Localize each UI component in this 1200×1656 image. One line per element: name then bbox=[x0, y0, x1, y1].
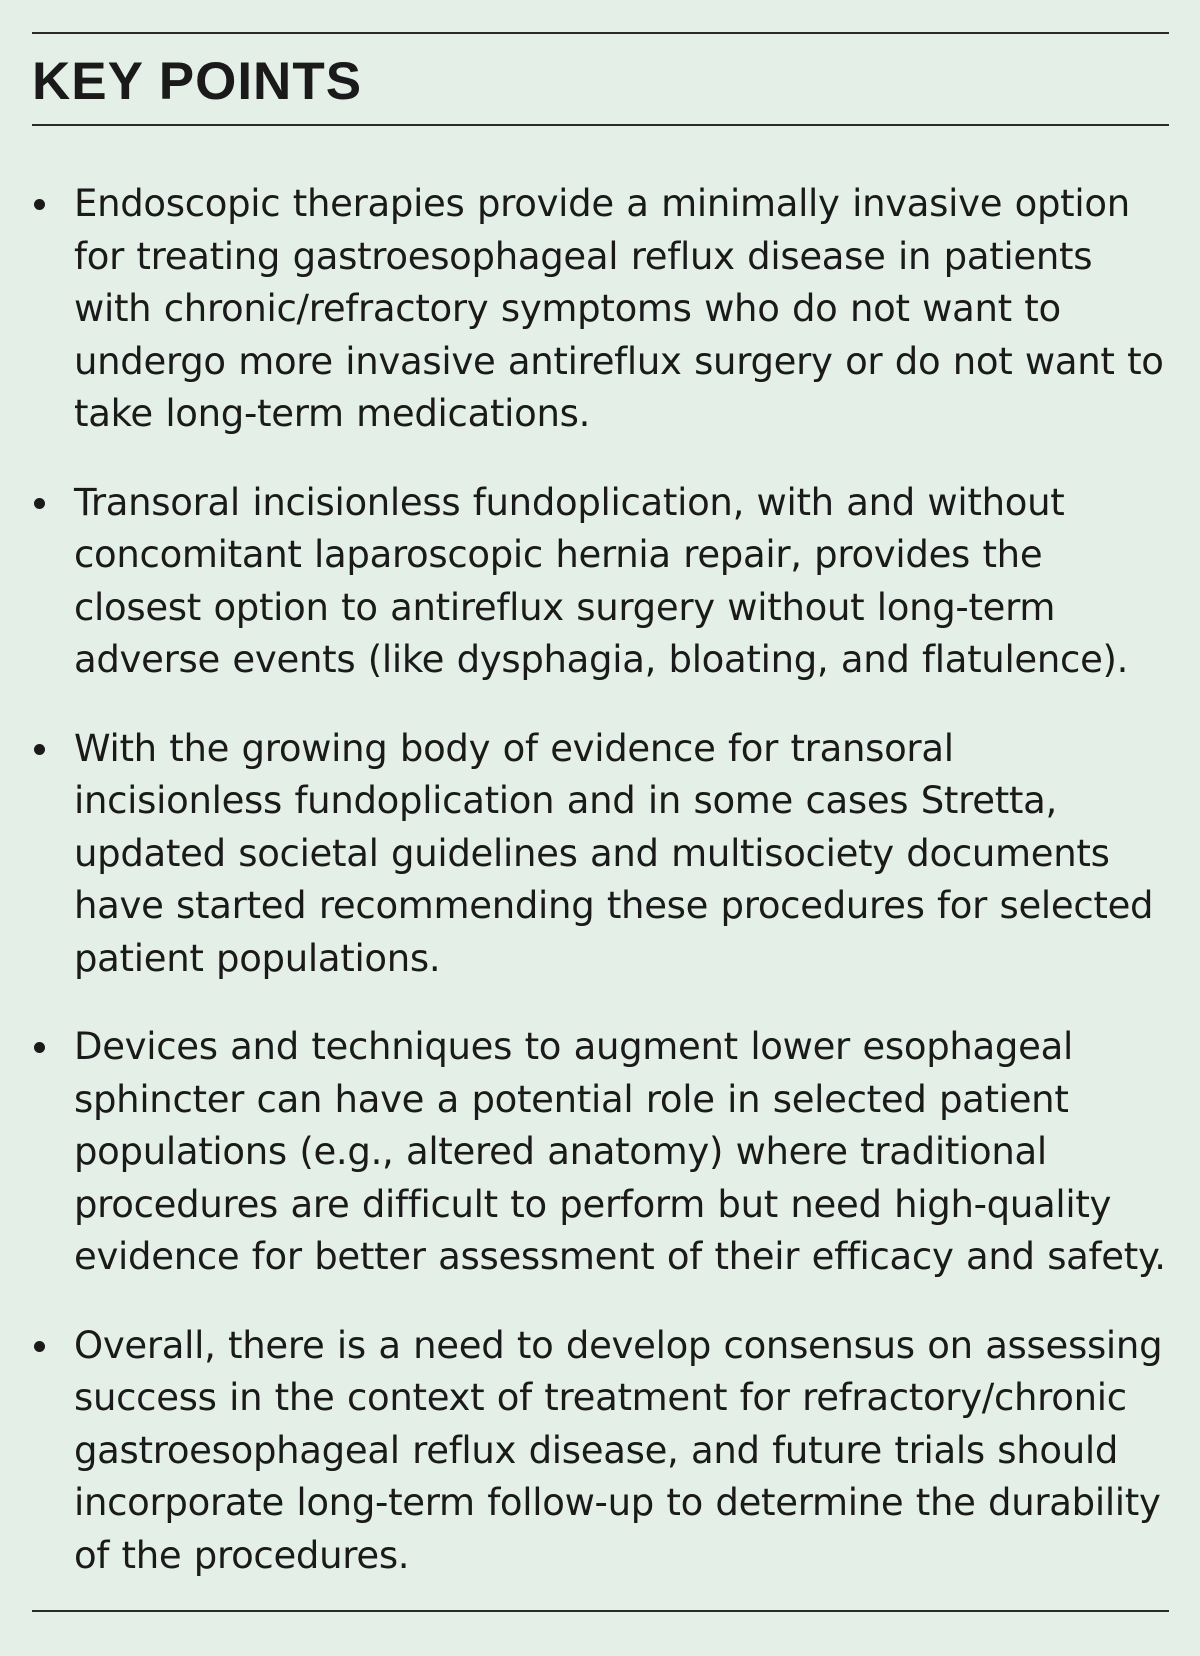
key-point-text: Devices and techniques to augment lower esophageal sphincter can have a potential role in selected patient populations (e.g., altered anatomy) where traditional procedures are difficult to perform but need high-quality evidence for better assessment of their efficacy and safety. bbox=[74, 1025, 1166, 1278]
key-points-list bbox=[32, 178, 1169, 1618]
key-point-text: With the growing body of evidence for transoral incisionless fundoplication and in some cases Stretta, updated societal guidelines and multisociety documents have started recommending these procedures for selected patient populations. bbox=[74, 726, 1154, 980]
key-point-item bbox=[32, 178, 1169, 441]
key-points-heading: KEY POINTS bbox=[32, 52, 363, 111]
key-point-item bbox=[32, 723, 1169, 986]
top-rule bbox=[32, 32, 1169, 34]
key-point-item bbox=[32, 1021, 1169, 1284]
key-point-text: Transoral incisionless fundoplication, with and without concomitant laparoscopic hernia repair, provides the closest option to antireflux surgery without long-term adverse events (like dysphagia, bloating, and flatulence). bbox=[74, 480, 1129, 681]
bullet-icon bbox=[34, 498, 45, 509]
key-point-item bbox=[32, 477, 1169, 687]
bottom-rule bbox=[32, 1610, 1169, 1612]
bullet-icon bbox=[34, 1042, 45, 1053]
key-point-text: Overall, there is a need to develop consensus on assessing success in the context of treatment for refractory/chronic gastroesophageal reflux disease, and future trials should incorporate long-term follow-up to determine the durability of the procedures. bbox=[74, 1323, 1163, 1577]
key-point-text: Endoscopic therapies provide a minimally invasive option for treating gastroesophageal reflux disease in patients with chronic/refractory symptoms who do not want to undergo more invasive antireflux surgery or do not want to take long-term medications. bbox=[74, 182, 1164, 435]
bullet-icon bbox=[34, 1341, 45, 1352]
key-point-item bbox=[32, 1320, 1169, 1583]
heading-rule bbox=[32, 124, 1169, 126]
bullet-icon bbox=[34, 199, 45, 210]
bullet-icon bbox=[34, 744, 45, 755]
